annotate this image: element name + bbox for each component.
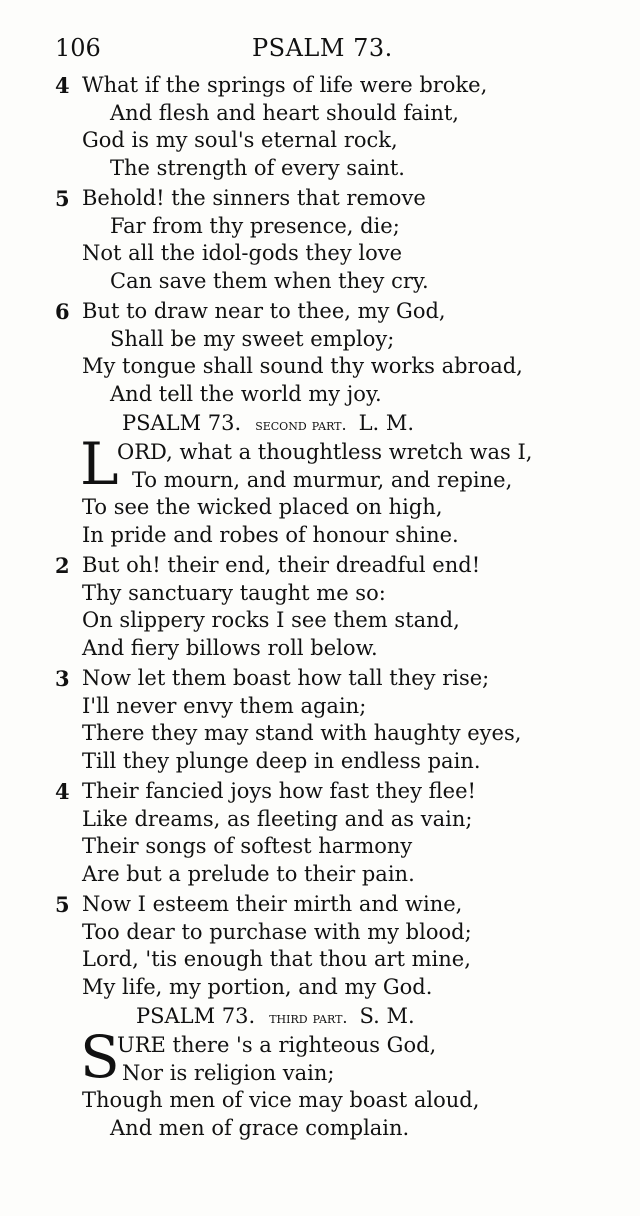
stanza: [0, 665, 640, 775]
stanza: [0, 891, 640, 1001]
stanza: [0, 298, 640, 408]
verse-line: Behold! the sinners that remove: [82, 186, 426, 210]
verse-line: Now I esteem their mirth and wine,: [82, 892, 463, 916]
heading-title: PSALM 73.: [136, 1004, 256, 1028]
verse-line: To mourn, and murmur, and repine,: [132, 467, 513, 492]
page-number: 106: [55, 34, 101, 62]
page-body: [0, 72, 640, 1142]
verse-line: In pride and robes of honour shine.: [82, 522, 459, 547]
verse-line: And tell the world my joy.: [110, 381, 382, 406]
heading-part: third part.: [269, 1008, 348, 1027]
verse-line: Their songs of softest harmony: [82, 834, 413, 858]
verse-line: My tongue shall sound thy works abroad,: [82, 354, 523, 378]
stanza: [0, 72, 640, 182]
stanza-number: 4: [55, 73, 70, 98]
verse-line: Their fancied joys how fast they flee!: [82, 779, 476, 803]
stanza: [0, 778, 640, 888]
verse-line: To see the wicked placed on high,: [82, 495, 443, 519]
verse-line: My life, my portion, and my God.: [82, 974, 433, 999]
heading-meter: L. M.: [358, 411, 415, 435]
stanza-number: 5: [55, 186, 70, 211]
verse-line: On slippery rocks I see them stand,: [82, 608, 460, 632]
stanza-number: 2: [55, 553, 70, 578]
verse-line: Till they plunge deep in endless pain.: [82, 748, 481, 773]
verse-line: The strength of every saint.: [110, 155, 405, 180]
stanza-number: 5: [55, 892, 70, 917]
drop-cap: L: [80, 430, 119, 498]
verse-line: What if the springs of life were broke,: [82, 73, 488, 97]
verse-line: Too dear to purchase with my blood;: [82, 919, 472, 944]
verse-line: Shall be my sweet employ;: [110, 326, 395, 351]
heading-title: PSALM 73.: [122, 411, 242, 435]
verse-line: Now let them boast how tall they rise;: [82, 666, 490, 690]
drop-cap: S: [80, 1023, 120, 1091]
verse-line: Can save them when they cry.: [110, 268, 429, 293]
verse-line: And men of grace complain.: [110, 1115, 410, 1140]
verse-line: Far from thy presence, die;: [110, 213, 400, 238]
verse-line: Nor is religion vain;: [122, 1060, 335, 1085]
verse-line: And flesh and heart should faint,: [110, 100, 459, 125]
verse-line: But oh! their end, their dreadful end!: [82, 553, 481, 577]
stanza: [0, 552, 640, 662]
heading-part: second part.: [255, 415, 347, 434]
verse-line: Not all the idol-gods they love: [82, 241, 403, 265]
stanza: [0, 1023, 640, 1142]
verse-line: God is my soul's eternal rock,: [82, 128, 398, 152]
verse-line: ORD, what a thoughtless wretch was I,: [117, 440, 533, 464]
stanza-number: 6: [55, 299, 70, 324]
stanza: [0, 185, 640, 295]
page-header: [55, 34, 640, 68]
verse-line: Are but a prelude to their pain.: [82, 861, 415, 886]
verse-line: Though men of vice may boast aloud,: [82, 1088, 480, 1112]
heading-meter: S. M.: [359, 1004, 415, 1028]
verse-line: Lord, 'tis enough that thou art mine,: [82, 947, 471, 971]
verse-line: There they may stand with haughty eyes,: [82, 721, 522, 745]
verse-line: Like dreams, as fleeting and as vain;: [82, 806, 473, 831]
verse-line: I'll never envy them again;: [82, 693, 367, 718]
running-title: PSALM 73.: [252, 34, 393, 62]
stanza-number: 4: [55, 779, 70, 804]
verse-line: But to draw near to thee, my God,: [82, 299, 446, 323]
stanza: [0, 430, 640, 549]
verse-line: URE there 's a righteous God,: [117, 1033, 437, 1057]
verse-line: And fiery billows roll below.: [82, 635, 378, 660]
stanza-number: 3: [55, 666, 70, 691]
verse-line: Thy sanctuary taught me so:: [82, 580, 386, 605]
